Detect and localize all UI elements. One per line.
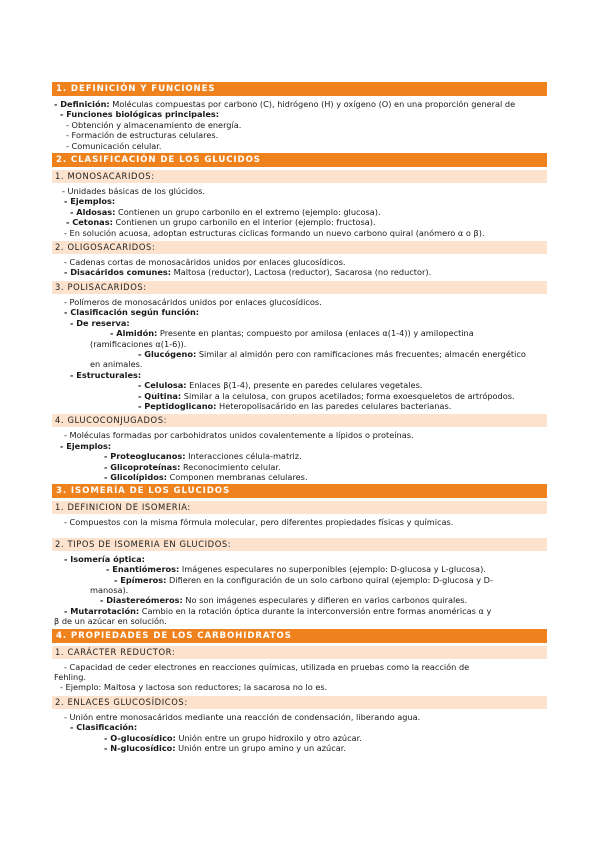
reductor-ejemplo: - Ejemplo: Maltosa y lactosa son reductores; la sacarosa no lo es.: [60, 682, 328, 693]
almidon-label: - Almidón:: [110, 328, 158, 339]
reductor-line: - Capacidad de ceder electrones en reacciones químicas, utilizada en pruebas como la reacción de: [64, 661, 470, 672]
peptidoglicano-text: Heteropolisacárido en las paredes celulares bacterianas.: [216, 400, 452, 411]
mono-ejemplos: - Ejemplos:: [64, 196, 116, 207]
section-header-isomeria: 3. ISOMERÍA DE LOS GLUCIDOS: [52, 484, 547, 498]
enantiomeros-line: [52, 564, 547, 574]
gluco-ejemplos: - Ejemplos:: [60, 440, 112, 451]
de-reserva: - De reserva:: [70, 317, 130, 328]
n-glucosidico-label: - N-glucosídico:: [104, 743, 176, 754]
glicolipidos-text: Componen membranas celulares.: [166, 471, 308, 482]
o-glucosidico-line: [52, 733, 547, 743]
diastereomeros-label: - Diastereómeros:: [100, 595, 183, 606]
o-glucosidico-text: Unión entre un grupo hidroxilo y otro azúcar.: [175, 732, 362, 743]
glucogeno-text: Similar al almidón pero con ramificaciones más frecuentes; almacén energético: [196, 348, 526, 359]
aldosas-text: Contienen un grupo carbonilo en el extremo (ejemplo: glucosa).: [115, 206, 381, 217]
aldosas-line: [52, 207, 547, 217]
disacaridos-text: Maltosa (reductor), Lactosa (reductor), Sacarosa (no reductor).: [171, 267, 432, 278]
epimeros-line: [52, 575, 547, 585]
funcion-item: - Formación de estructuras celulares.: [66, 130, 219, 141]
enantiomeros-label: - Enantiómeros:: [106, 564, 180, 575]
mono-line: - Unidades básicas de los glúcidos.: [62, 186, 205, 197]
mutarrotacion-line: [52, 606, 547, 616]
subsection-header-oligosacaridos: 2. OLIGOSACARIDOS:: [52, 241, 547, 254]
poli-line: - Polímeros de monosacáridos unidos por enlaces glucosídicos.: [64, 296, 322, 307]
subsection-header-tipos-isomeria: 2. TIPOS DE ISOMERIA EN GLUCIDOS:: [52, 538, 547, 551]
document-page: [52, 82, 547, 753]
almidon-line-2: (ramificaciones α(1-6)).: [90, 338, 187, 349]
enlaces-line: - Unión entre monosacáridos mediante una reacción de condensación, liberando agua.: [64, 711, 421, 722]
reductor-line-2: Fehling.: [54, 672, 87, 683]
subsection-header-glucoconjugados: 4. GLUCOCONJUGADOS:: [52, 414, 547, 427]
cetonas-text: Contienen un grupo carbonilo en el interior (ejemplo: fructosa).: [112, 217, 376, 228]
disacaridos-label: - Disacáridos comunes:: [64, 267, 172, 278]
isomeria-def-line: - Compuestos con la misma fórmula molecular, pero diferentes propiedades físicas y químicas.: [64, 517, 454, 528]
section-header-propiedades: 4. PROPIEDADES DE LOS CARBOHIDRATOS: [52, 629, 547, 643]
quitina-label: - Quitina:: [138, 390, 182, 401]
subsection-header-monosacaridos: 1. MONOSACARIDOS:: [52, 170, 547, 183]
diastereomeros-line: [52, 595, 547, 605]
glucogeno-line-2: en animales.: [90, 359, 143, 370]
mono-line: - En solución acuosa, adoptan estructuras cíclicas formando un nuevo carbono quiral (anómero α o β).: [64, 227, 485, 238]
section-header-clasificacion: 2. CLASIFICACIÓN DE LOS GLUCIDOS: [52, 153, 547, 167]
glicolipidos-line: [52, 472, 547, 482]
mutarrotacion-label: - Mutarrotación:: [64, 605, 140, 616]
quitina-text: Similar a la celulosa, con grupos acetilados; forma exoesqueletos de artrópodos.: [181, 390, 515, 401]
o-glucosidico-label: - O-glucosídico:: [104, 732, 176, 743]
celulosa-line: [52, 380, 547, 390]
epimeros-text: Difieren en la configuración de un solo carbono quiral (ejemplo: D-glucosa y D-: [166, 574, 493, 585]
glucogeno-label: - Glucógeno:: [138, 348, 197, 359]
proteoglucanos-line: [52, 451, 547, 461]
glucogeno-line: [52, 349, 547, 359]
subsection-header-definicion-isomeria: 1. DEFINICION DE ISOMERIA:: [52, 501, 547, 514]
definicion-text: Moléculas compuestas por carbono (C), hidrógeno (H) y oxígeno (O) en una proporción general de: [109, 99, 516, 109]
gluco-line: - Moléculas formadas por carbohidratos unidos covalentemente a lípidos o proteínas.: [64, 430, 414, 441]
almidon-line: [52, 328, 547, 338]
subsection-header-polisacaridos: 3. POLISACARIDOS:: [52, 281, 547, 294]
almidon-text: Presente en plantas; compuesto por amilosa (enlaces α(1-4)) y amilopectina: [157, 328, 474, 339]
clasificacion-funcion: - Clasificación según función:: [64, 307, 200, 318]
funciones-heading: - Funciones biológicas principales:: [60, 109, 220, 120]
subsection-header-caracter-reductor: 1. CARÁCTER REDUCTOR:: [52, 646, 547, 659]
aldosas-label: - Aldosas:: [70, 206, 116, 217]
oligo-line: - Cadenas cortas de monosacáridos unidos por enlaces glucosídicos.: [64, 257, 346, 268]
section-header-definicion: 1. DEFINICIÓN Y FUNCIONES: [52, 82, 547, 96]
mutarrotacion-line-2: β de un azúcar en solución.: [54, 616, 167, 627]
glicolipidos-label: - Glicolípidos:: [104, 471, 167, 482]
glicoproteinas-text: Reconocimiento celular.: [180, 461, 281, 472]
proteoglucanos-label: - Proteoglucanos:: [104, 451, 186, 462]
subsection-header-enlaces: 2. ENLACES GLUCOSÍDICOS:: [52, 696, 547, 709]
epimeros-label: - Epímeros:: [114, 574, 167, 585]
peptidoglicano-line: [52, 401, 547, 411]
n-glucosidico-text: Unión entre un grupo amino y un azúcar.: [175, 743, 346, 754]
glicoproteinas-label: - Glicoproteínas:: [104, 461, 181, 472]
epimeros-line-2: manosa).: [90, 585, 129, 595]
definicion-line: [52, 99, 524, 109]
funcion-item: - Comunicación celular.: [66, 140, 162, 151]
celulosa-text: Enlaces β(1-4), presente en paredes celulares vegetales.: [186, 380, 423, 391]
disacaridos-line: [52, 267, 547, 277]
enantiomeros-text: Imágenes especulares no superponibles (ejemplo: D-glucosa y L-glucosa).: [179, 564, 486, 575]
glicoproteinas-line: [52, 462, 547, 472]
definicion-label: - Definición:: [54, 99, 110, 109]
estructurales: - Estructurales:: [70, 369, 142, 380]
n-glucosidico-line: [52, 743, 547, 753]
cetonas-label: - Cetonas:: [66, 217, 113, 228]
cetonas-line: [52, 217, 547, 227]
funcion-item: - Obtención y almacenamiento de energía.: [66, 119, 242, 130]
proteoglucanos-text: Interacciones célula-matriz.: [185, 451, 302, 462]
peptidoglicano-label: - Peptidoglicano:: [138, 400, 217, 411]
diastereomeros-text: No son imágenes especulares y difieren en varios carbonos quirales.: [182, 595, 468, 606]
mutarrotacion-text: Cambio en la rotación óptica durante la interconversión entre formas anoméricas α y: [139, 605, 492, 616]
quitina-line: [52, 391, 547, 401]
celulosa-label: - Celulosa:: [138, 380, 187, 391]
enlaces-clasificacion: - Clasificación:: [70, 722, 138, 733]
isomeria-optica: - Isomería óptica:: [64, 553, 145, 564]
